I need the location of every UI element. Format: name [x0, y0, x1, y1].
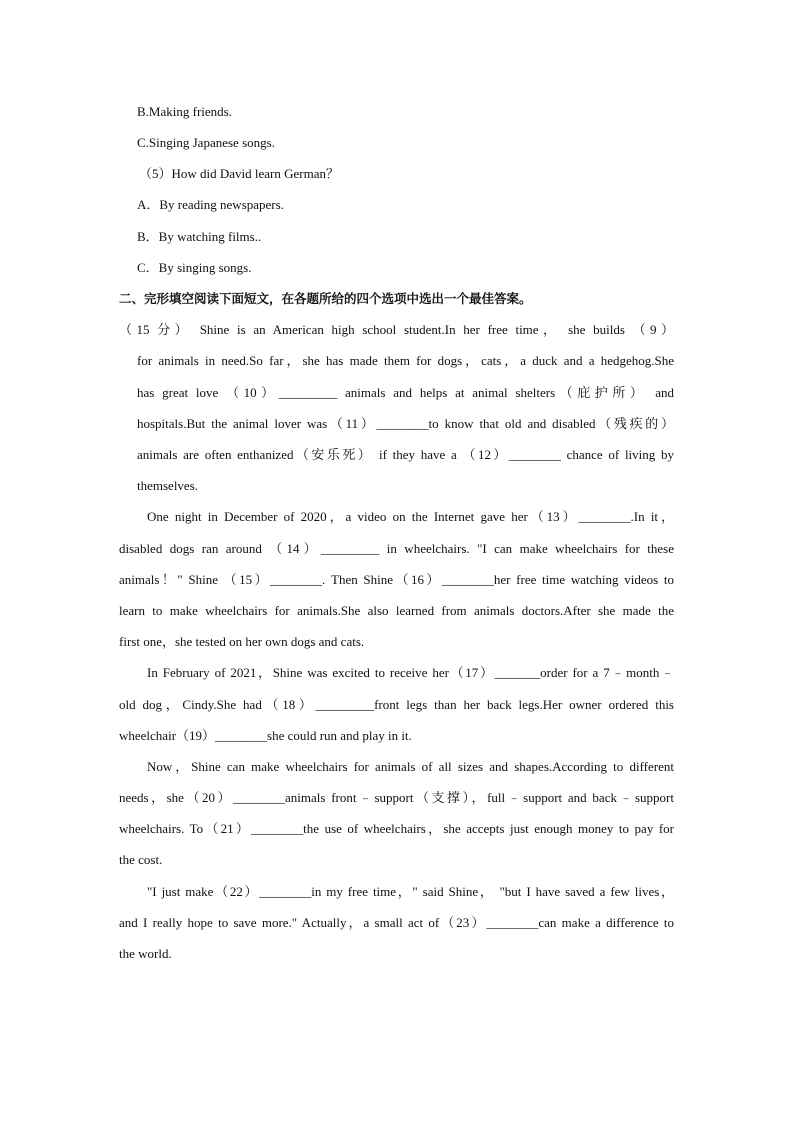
paragraph-line: learn to make wheelchairs for animals.She also learned from animals doctors.After she made the [119, 603, 674, 618]
paragraph-line: and I really hope to save more." Actually，a small act of（23）________can make a difference to [119, 915, 674, 930]
section-heading: 二、完形填空阅读下面短文，在各题所给的四个选项中选出一个最佳答案。 [119, 291, 532, 306]
q5-option-a: A．By reading newspapers. [137, 197, 284, 212]
intro-line: （15 分） Shine is an American high school student.In her free time， she builds （9） [119, 322, 674, 337]
paragraph-line: wheelchairs. To（21）________the use of wheelchairs，she accepts just enough money to pay for [119, 821, 674, 836]
q5-stem: （5）How did David learn German？ [139, 166, 340, 181]
paragraph-line: old dog，Cindy.She had（18）_________front legs than her back legs.Her owner ordered this [119, 697, 674, 712]
intro-line: has great love （10）_________ animals and helps at animal shelters（庇护所） and [137, 385, 674, 400]
q5-option-b: B．By watching films.. [137, 229, 262, 244]
paragraph-line: first one，she tested on her own dogs and cats. [119, 634, 365, 649]
paragraph-line: One night in December of 2020，a video on the Internet gave her（13）________.In it， [147, 509, 674, 524]
paragraph-line: disabled dogs ran around （14）_________ in wheelchairs. "I can make wheelchairs for these [119, 541, 674, 556]
intro-line: hospitals.But the animal lover was（11）________to know that old and disabled（残疾的） [137, 416, 674, 431]
paragraph-line: "I just make（22）________in my free time，" said Shine， "but I have saved a few lives， [147, 884, 674, 899]
paragraph-line: animals！" Shine （15）________. Then Shine（16）________her free time watching videos to [119, 572, 674, 587]
paragraph-line: In February of 2021，Shine was excited to receive her（17）_______order for a 7﹣month﹣ [147, 665, 674, 680]
q4-option-c: C.Singing Japanese songs. [137, 135, 275, 150]
paragraph-line: wheelchair（19）________she could run and play in it. [119, 728, 412, 743]
paragraph-line: the world. [119, 946, 172, 961]
q5-option-c: C．By singing songs. [137, 260, 252, 275]
intro-line: animals are often enthanized（安乐死） if they have a （12）________ chance of living by [137, 447, 674, 462]
intro-line: for animals in need.So far，she has made them for dogs，cats，a duck and a hedgehog.She [137, 353, 674, 368]
paragraph-line: needs，she（20）________animals front﹣support（支撑），full﹣support and back﹣support [119, 790, 674, 805]
q4-option-b: B.Making friends. [137, 104, 232, 119]
intro-line: themselves. [137, 478, 199, 493]
paragraph-line: the cost. [119, 852, 163, 867]
paragraph-line: Now，Shine can make wheelchairs for animals of all sizes and shapes.According to different [147, 759, 674, 774]
